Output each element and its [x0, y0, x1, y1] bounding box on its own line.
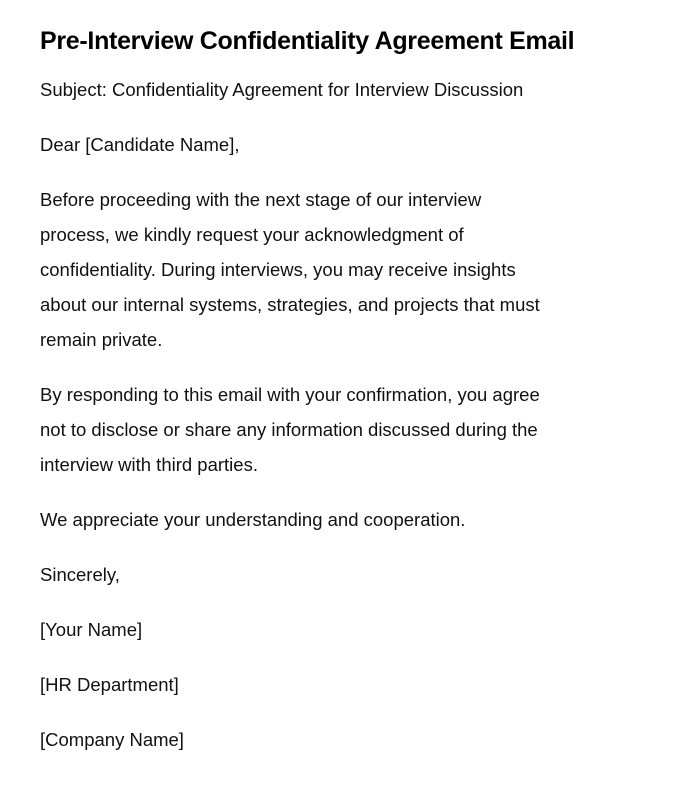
email-subject: Subject: Confidentiality Agreement for Interview Discussion	[40, 79, 524, 100]
email-greeting: Dear [Candidate Name],	[40, 134, 240, 155]
body-paragraph-2	[40, 377, 660, 482]
text-line: By responding to this email with your confirmation, you agree	[40, 384, 540, 405]
signature-company: [Company Name]	[40, 729, 184, 750]
signoff: Sincerely,	[40, 564, 120, 585]
closing-note: We appreciate your understanding and cooperation.	[40, 509, 466, 530]
email-document	[40, 24, 660, 777]
text-line: not to disclose or share any information discussed during the	[40, 419, 538, 440]
text-line: remain private.	[40, 329, 163, 350]
body-paragraph-1	[40, 182, 660, 357]
signature-department: [HR Department]	[40, 674, 179, 695]
text-line: Before proceeding with the next stage of our interview	[40, 189, 482, 210]
text-line: confidentiality. During interviews, you may receive insights	[40, 259, 516, 280]
text-line: interview with third parties.	[40, 454, 258, 475]
text-line: about our internal systems, strategies, and projects that must	[40, 294, 540, 315]
document-title: Pre-Interview Confidentiality Agreement Email	[40, 27, 575, 55]
text-line: process, we kindly request your acknowledgment of	[40, 224, 464, 245]
signature-name: [Your Name]	[40, 619, 143, 640]
